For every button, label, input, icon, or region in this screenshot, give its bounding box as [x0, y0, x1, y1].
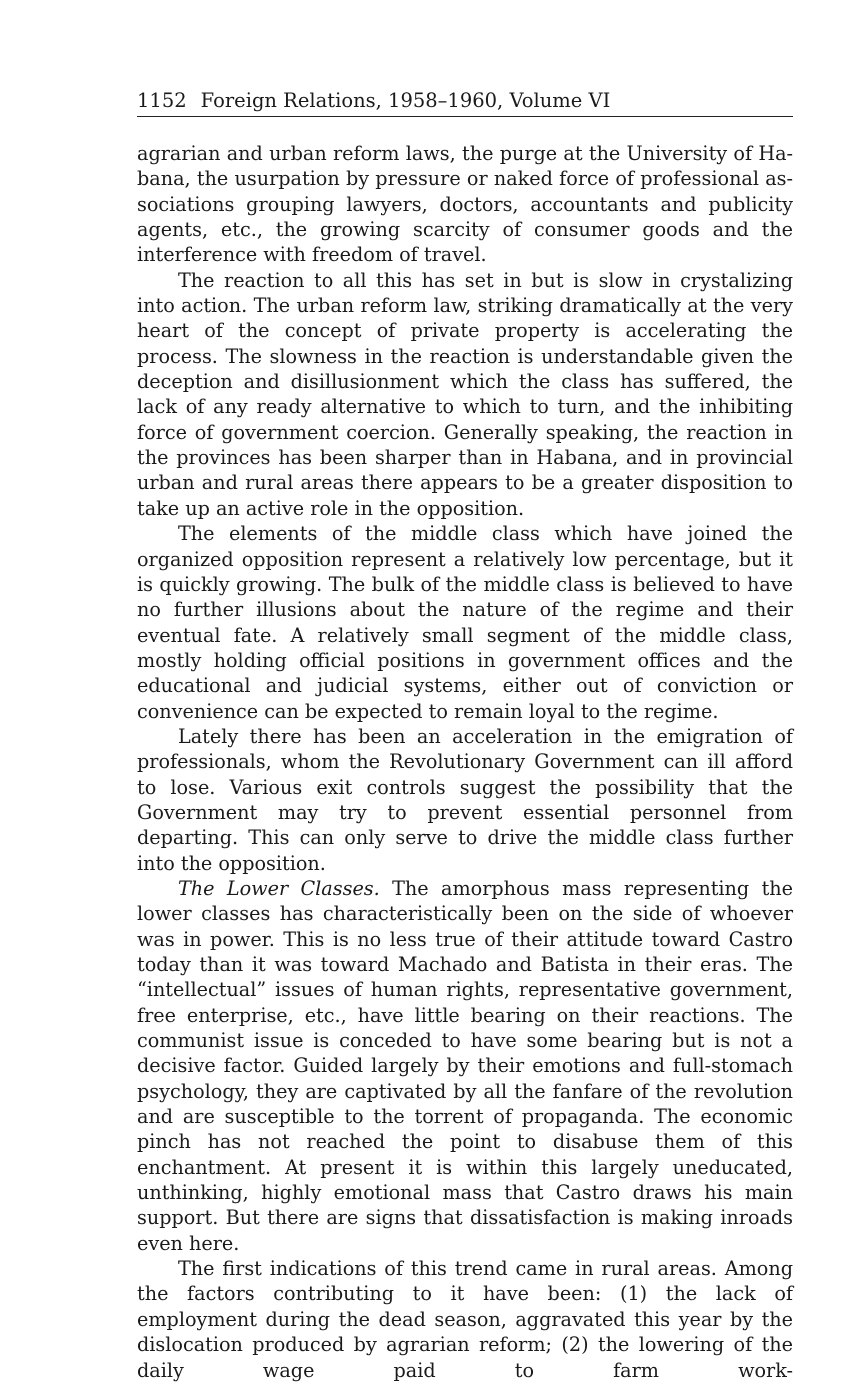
- paragraph-reaction: The reaction to all this has set in but is slow in crystalizing into action. The urban reform law, striking dramatically at the very heart of the concept of private property is accelerating the process. The slowness in the reaction is understandable given the deception and disillusionment which the class has suffered, the lack of any ready alternative to which to turn, and the inhibiting force of government coercion. Generally speaking, the reaction in the provinces has been sharper than in Habana, and in provincial urban and rural areas there appears to be a greater disposition to take up an active role in the opposition.: [137, 268, 793, 520]
- body-text: [137, 141, 793, 1383]
- paragraph-rural-areas: The first indications of this trend came in rural areas. Among the factors contributing to it have been: (1) the lack of employment during the dead season, aggravated this year by the dislocation produced by agrarian reform; (2) the lowering of the daily wage paid to farm work-: [137, 1257, 793, 1382]
- paragraph-lower-classes: [137, 876, 793, 1256]
- document-page: [137, 88, 793, 1383]
- section-heading-lower-classes: The Lower Classes.: [178, 876, 380, 900]
- page-number: 1152: [137, 89, 187, 112]
- running-header: [137, 88, 793, 117]
- volume-title: Foreign Relations, 1958–1960, Volume VI: [200, 89, 611, 112]
- paragraph-emigration: Lately there has been an acceleration in the emigration of professionals, whom the Revolutionary Government can ill afford to lose. Various exit controls suggest the possibility that the Government may try to prevent essential personnel from departing. This can only serve to drive the middle class further into the opposition.: [137, 724, 793, 875]
- paragraph-middle-class: The elements of the middle class which have joined the organized opposition represent a relatively low percentage, but it is quickly growing. The bulk of the middle class is believed to have no further illusions about the nature of the regime and their eventual fate. A relatively small segment of the middle class, mostly holding official positions in government offices and the educational and judicial systems, either out of conviction or convenience can be expected to remain loyal to the regime.: [137, 522, 793, 723]
- paragraph-lower-classes-text: The amorphous mass representing the lower classes has characteristically been on the side of whoever was in power. This is no less true of their attitude toward Castro today than it was toward Machado and Batista in their eras. The “intellectual” issues of human rights, representative government, free enterprise, etc., have little bearing on their reactions. The communist issue is conceded to have some bearing but is not a decisive factor. Guided largely by their emotions and full-stomach psychology, they are captivated by all the fanfare of the revolution and are susceptible to the torrent of propaganda. The economic pinch has not reached the point to disabuse them of this enchantment. At present it is within this largely uneducated, unthinking, highly emotional mass that Castro draws his main support. But there are signs that dissatisfaction is making inroads even here.: [137, 876, 793, 1255]
- paragraph-continued: agrarian and urban reform laws, the purge at the University of Habana, the usurpation by pressure or naked force of professional associations grouping lawyers, doctors, accountants and publicity agents, etc., the growing scarcity of consumer goods and the interference with freedom of travel.: [137, 142, 793, 267]
